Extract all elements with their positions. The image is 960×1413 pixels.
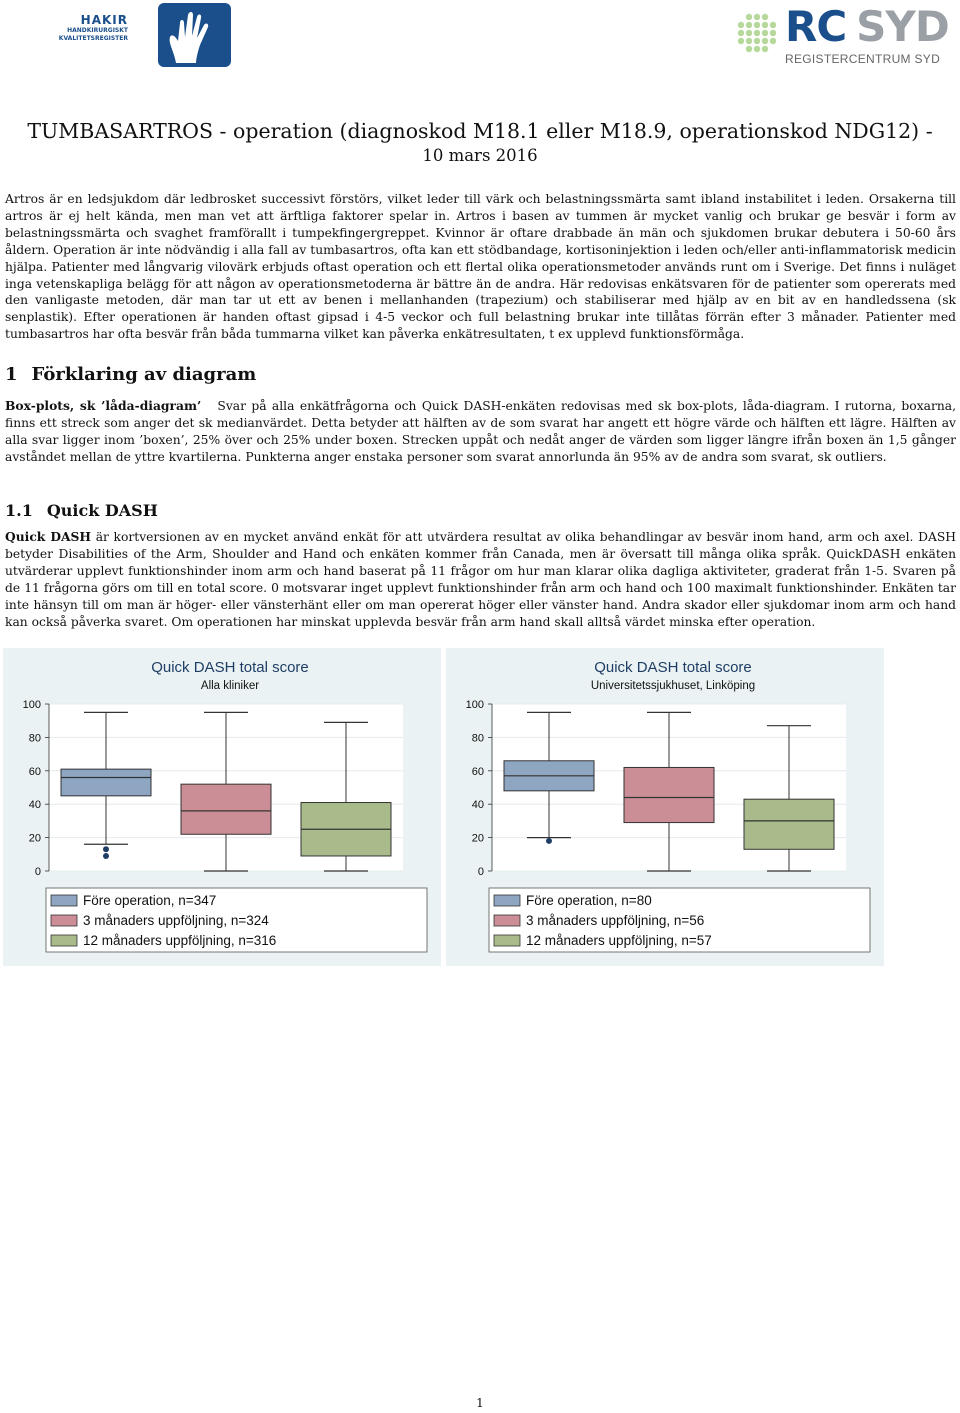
y-tick-label: 60 [471,765,484,778]
legend-swatch [51,915,77,926]
legend-label: 3 månaders uppföljning, n=56 [526,913,705,928]
subsection-title: Quick DASH [46,501,158,520]
y-tick-label: 80 [28,732,41,745]
box-iqr [61,769,151,796]
boxplot-paragraph [5,398,956,466]
outlier-point [546,838,552,844]
y-tick-label: 20 [28,832,41,845]
outlier-point [103,853,109,859]
syd-text: SYD [856,2,949,51]
rc-syd-subtitle: REGISTERCENTRUM SYD [785,52,941,66]
legend-label: Före operation, n=347 [83,893,217,908]
y-tick-label: 40 [471,799,484,812]
document-date: 10 mars 2016 [422,146,538,165]
y-tick-label: 0 [477,866,484,878]
legend-swatch [51,895,77,906]
y-tick-label: 0 [34,866,41,878]
chart-subtitle: Universitetssjukhuset, Linköping [590,680,756,692]
hakir-logo-title: HAKIR [80,13,128,27]
legend-label: 12 månaders uppföljning, n=57 [526,933,712,948]
boxplot-lead: Box-plots, sk ’låda-diagram’ [5,398,202,413]
rc-syd-logo [735,2,957,68]
chart-subtitle: Alla kliniker [200,680,260,692]
legend-label: 3 månaders uppföljning, n=324 [83,913,269,928]
dots-icon [735,13,779,53]
hakir-logo [48,3,183,67]
y-tick-label: 100 [465,699,484,711]
outlier-point [103,846,109,852]
hand-icon [158,3,231,67]
rc-syd-title [785,2,949,52]
page-number: 1 [476,1396,484,1410]
hakir-logo-sub2: KVALITETSREGISTER [58,35,128,42]
legend-label: Före operation, n=80 [526,893,652,908]
legend-swatch [51,935,77,946]
boxplot-text: Svar på alla enkätfrågorna och Quick DASH-enkäten redovisas med sk box-plots, låda-diagram. I rutorna, boxarna, finns ett streck som anger det sk medianvärdet. Detta betyder att hälften av de som svarat har angett ett högre värde och hälften ett lägre. Hälften av alla svar ligger inom ’boxen’, 25% över och 25% under boxen. Strecken uppåt och nedåt anger de värden som ligger längre ifrån boxen än 1,5 gånger avståndet mellan de yttre kvartilerna. Punkterna anger enstaka personer som svarat annorlunda än 95% av de andra som svarat, sk outliers. [5,399,956,464]
y-tick-label: 100 [22,699,41,711]
y-tick-label: 80 [471,732,484,745]
box-iqr [181,784,271,834]
intro-paragraph: Artros är en ledsjukdom där ledbrosket successivt förstörs, vilket leder till värk och belastningssmärta samt ibland instabilitet i leden. Orsakerna till artros är ej helt kända, men man vet att ärftliga faktorer spelar in. Artros i basen av tummen är mycket vanlig och brukar ge besvär i form av belastningssmärta och svaghet framförallt i tumpekfingergreppet. Kvinnor är oftare drabbade än män och sjukdomen brukar debutera i 50-60 års åldern. Operation är inte nödvändig i alla fall av tumbasartros, ofta kan ett stödbandage, kortisoninjektion i leden och/eller anti-inflammatorisk medicin hjälpa. Patienter med långvarig vilovärk erbjuds oftast operation och ett flertal olika operationsmetoder används runt om i Sverige. Det finns i nuläget inga vetenskapliga belägg för att någon av operationsmetoderna är bättre än de andra. Här redovisas enkätsvaren för de patienter som opererats med den vanligaste metoden, där man tar ut ett av benen i mellanhanden (trapezium) och stabiliserar med hjälp av en bit av en handledssena (sk senplastik). Efter operationen är handen oftast gipsad i 4-5 veckor och full belastning brukar inte tillåtas förrän efter 3 månader. Patienter med tumbasartros har ofta besvär från båda tummarna vilket kan påverka enkätresultaten, t ex upplevd funktionsförmåga. [5,192,956,342]
box-iqr [744,799,834,849]
dash-text: är kortversionen av en mycket använd enkät för att utvärdera resultat av olika behandlingar av besvär inom hand, arm och axel. DASH betyder Disabilities of the Arm, Shoulder and Hand och enkäten kommer från Canada, men är översatt till många olika språk. QuickDASH enkäten utvärderar upplevt funktionshinder inom arm och hand baserat på 11 frågor om hur man klarar olika dagliga aktiviteter, graderat från 1-5. Svaren på de 11 frågorna görs om till en total score. 0 motsvarar inget upplevt funktionshinder från arm och hand och 100 maximalt funktionshinder. Enkäten tar inte hänsyn till om man är höger- eller vänsterhänt eller om man opererat höger eller vänster hand. Andra skador eller sjukdomar inom arm och hand kan också påverka svaret. Om operationen har minskat upplevda besvär från arm hand skall alltså värdet minska efter operation. [5,530,956,629]
legend-label: 12 månaders uppföljning, n=316 [83,933,277,948]
subsection-heading [5,500,158,522]
document-title: TUMBASARTROS - operation (diagnoskod M18.1 eller M18.9, operationskod NDG12) - [27,119,933,143]
y-tick-label: 40 [28,799,41,812]
subsection-number: 1.1 [5,501,33,520]
chart-title: Quick DASH total score [594,659,752,676]
boxplot-chart-right [446,648,884,966]
chart-panel-right [446,648,884,966]
hakir-logo-sub1: HANDKIRURGISKT [67,27,128,34]
chart-panel-left [3,648,441,966]
dash-lead: Quick DASH [5,529,92,544]
rc-text: RC [785,2,847,51]
dash-paragraph [5,529,956,630]
box-iqr [624,767,714,822]
boxplot-chart-left [3,648,441,966]
legend-swatch [494,935,520,946]
legend-swatch [494,895,520,906]
legend-swatch [494,915,520,926]
section-number: 1 [5,364,18,385]
section-title: Förklaring av diagram [31,364,257,385]
chart-title: Quick DASH total score [151,659,309,676]
y-tick-label: 60 [28,765,41,778]
section-heading [5,363,256,387]
y-tick-label: 20 [471,832,484,845]
